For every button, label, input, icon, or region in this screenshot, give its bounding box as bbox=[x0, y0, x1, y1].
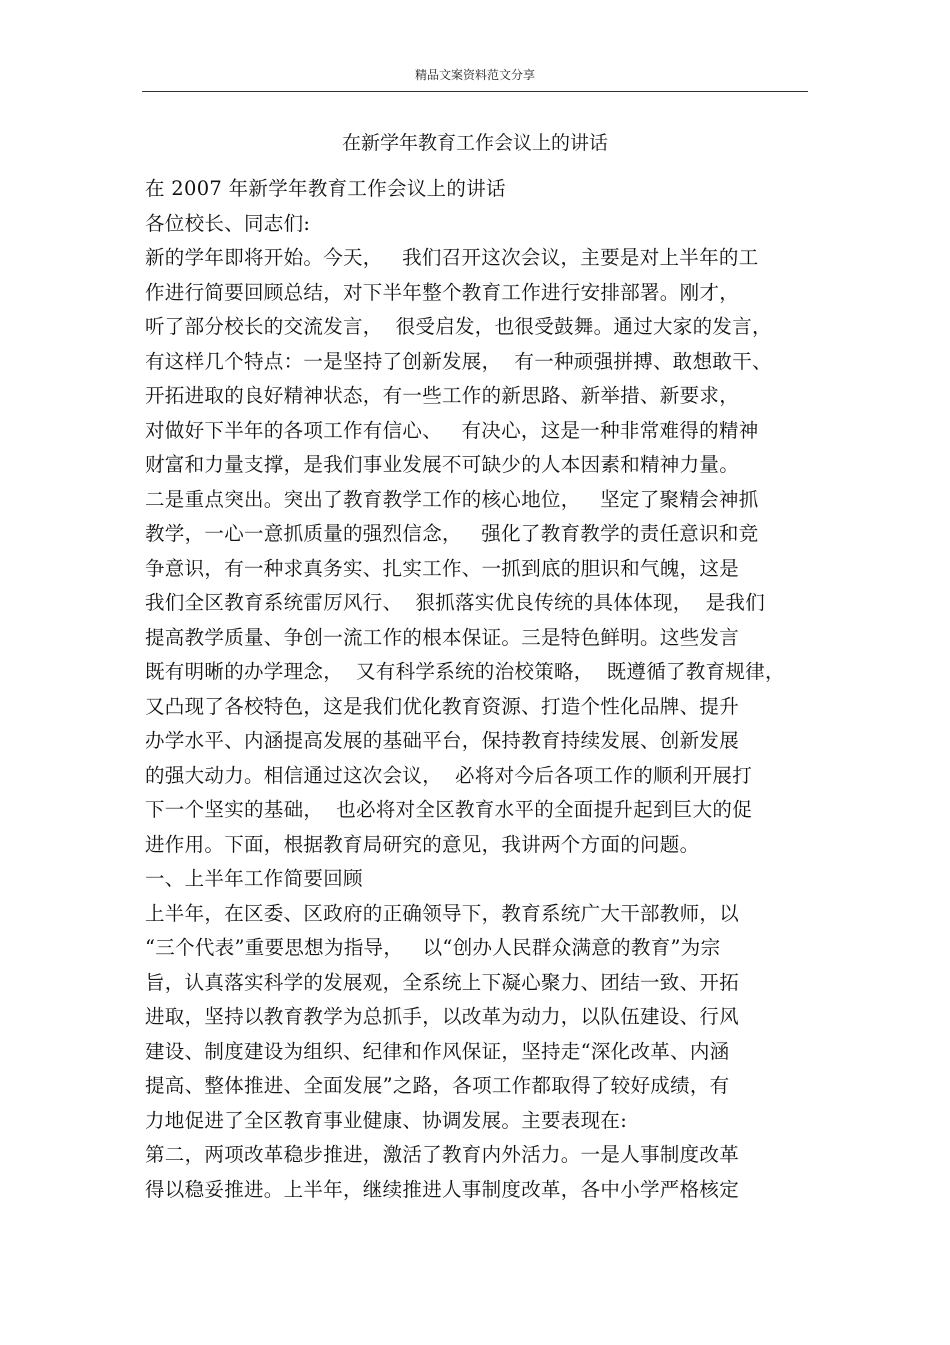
body-line: 新的学年即将开始。今天， 我们召开这次会议，主要是对上半年的工 bbox=[145, 246, 759, 269]
body-line: 的强大动力。相信通过这次会议， 必将对今后各项工作的顺利开展打 bbox=[145, 763, 752, 787]
body-line: 各位校长、同志们: bbox=[145, 211, 311, 235]
body-line: 第二，两项改革稳步推进，激活了教育内外活力。一是人事制度改革 bbox=[145, 1143, 740, 1166]
body-line: 我们全区教育系统雷厉风行、 狠抓落实优良传统的具体体现， 是我们 bbox=[145, 591, 765, 614]
body-line: 在 2007 年新学年教育工作会议上的讲话 bbox=[145, 177, 506, 200]
section-heading: 一、上半年工作简要回顾 bbox=[145, 867, 363, 890]
body-line: 作进行简要回顾总结，对下半年整个教育工作进行安排部署。刚才， bbox=[145, 280, 740, 304]
body-line: 又凸现了各校特色，这是我们优化教育资源、打造个性化品牌、提升 bbox=[145, 694, 740, 718]
body-line: 二是重点突出。突出了教育教学工作的核心地位， 坚定了聚精会神抓 bbox=[145, 487, 759, 511]
body-line: 力地促进了全区教育事业健康、协调发展。主要表现在: bbox=[145, 1108, 628, 1132]
body-line: 下一个坚实的基础， 也必将对全区教育水平的全面提升起到巨大的促 bbox=[145, 798, 752, 821]
body-line: 开拓进取的良好精神状态，有一些工作的新思路、新举措、新要求， bbox=[145, 384, 740, 407]
body-line: 有这样几个特点：一是坚持了创新发展， 有一种顽强拼搏、敢想敢干、 bbox=[145, 349, 772, 373]
body-line: “三个代表”重要思想为指导， 以“创办人民群众满意的教育”为宗 bbox=[145, 936, 721, 959]
body-line: 争意识，有一种求真务实、扎实工作、一抓到底的胆识和气魄，这是 bbox=[145, 556, 740, 580]
header-divider bbox=[142, 91, 808, 92]
body-line: 进取，坚持以教育教学为总抓手，以改革为动力，以队伍建设、行风 bbox=[145, 1005, 740, 1028]
body-line: 办学水平、内涵提高发展的基础平台，保持教育持续发展、创新发展 bbox=[145, 729, 740, 752]
body-line: 提高、整体推进、全面发展”之路，各项工作都取得了较好成绩，有 bbox=[145, 1074, 730, 1097]
body-line: 建设、制度建设为组织、纪律和作风保证，坚持走“深化改革、内涵 bbox=[145, 1039, 730, 1063]
body-line: 既有明晰的办学理念， 又有科学系统的治校策略， 既遵循了教育规律， bbox=[145, 660, 785, 683]
body-line: 进作用。下面，根据教育局研究的意见，我讲两个方面的问题。 bbox=[145, 832, 700, 856]
body-line: 提高教学质量、争创一流工作的根本保证。三是特色鲜明。这些发言 bbox=[145, 625, 740, 649]
body-line: 对做好下半年的各项工作有信心、 有决心，这是一种非常难得的精神 bbox=[145, 418, 759, 442]
body-line: 旨，认真落实科学的发展观，全系统上下凝心聚力、团结一致、开拓 bbox=[145, 970, 740, 994]
body-line: 听了部分校长的交流发言， 很受启发，也很受鼓舞。通过大家的发言， bbox=[145, 315, 772, 338]
document-body bbox=[145, 172, 825, 1207]
page-header-text: 精品文案资料范文分享 bbox=[414, 68, 535, 82]
body-line: 得以稳妥推进。上半年，继续推进人事制度改革，各中小学严格核定 bbox=[145, 1177, 740, 1201]
body-line: 教学，一心一意抓质量的强烈信念， 强化了教育教学的责任意识和竞 bbox=[145, 522, 759, 545]
document-title: 在新学年教育工作会议上的讲话 bbox=[341, 132, 608, 154]
body-line: 财富和力量支撑，是我们事业发展不可缺少的人本因素和精神力量。 bbox=[145, 453, 740, 476]
body-line: 上半年，在区委、区政府的正确领导下，教育系统广大干部教师，以 bbox=[145, 901, 740, 925]
